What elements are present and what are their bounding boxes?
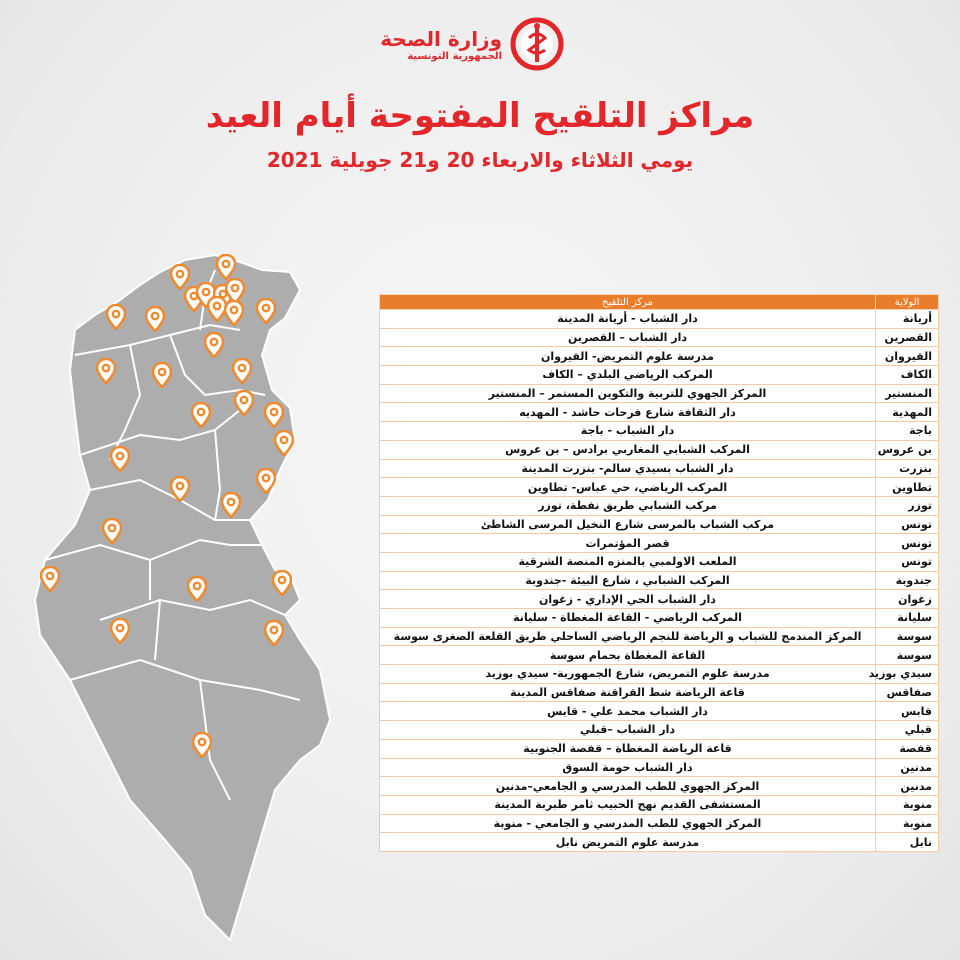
vaccination-centers-table xyxy=(379,294,939,852)
center-cell: المركب الرياضي البلدي – الكاف xyxy=(380,366,876,385)
table-row xyxy=(380,833,939,852)
governorate-cell: نابل xyxy=(876,833,939,852)
center-cell: دار الشباب –قبلي xyxy=(380,721,876,740)
governorate-cell: سليانة xyxy=(876,609,939,628)
governorate-cell: بن عروس xyxy=(876,440,939,459)
table-row xyxy=(380,515,939,534)
governorate-cell: منوبة xyxy=(876,814,939,833)
center-cell: دار الشباب - أريانة المدينة xyxy=(380,310,876,329)
center-cell: دار الشباب - باجة xyxy=(380,422,876,441)
governorate-cell: تونس xyxy=(876,552,939,571)
governorate-cell: مدنين xyxy=(876,777,939,796)
governorate-cell: سوسة xyxy=(876,627,939,646)
center-cell: المستشفى القديم نهج الحبيب ثامر طبربة المدينة xyxy=(380,795,876,814)
center-cell: دار الشباب بسيدي سالم- بنزرت المدينة xyxy=(380,459,876,478)
governorate-cell: سوسة xyxy=(876,646,939,665)
table-row xyxy=(380,347,939,366)
governorate-cell: القصرين xyxy=(876,328,939,347)
center-cell: مدرسة علوم التمريض، شارع الجمهورية- سيدي بوزيد xyxy=(380,665,876,684)
column-header-governorate: الولاية xyxy=(876,295,939,310)
column-header-center: مركز التلقيح xyxy=(380,295,876,310)
center-cell: المركب الشبابي المغاربي برادس – بن عروس xyxy=(380,440,876,459)
governorate-cell: تطاوين xyxy=(876,478,939,497)
center-cell: قاعة الرياضة المغطاة – قفصة الجنوبية xyxy=(380,739,876,758)
governorate-cell: المنستير xyxy=(876,384,939,403)
center-cell: قاعة الرياضة شط القراقنة صفاقس المدينة xyxy=(380,683,876,702)
table-row xyxy=(380,552,939,571)
governorate-cell: قفصة xyxy=(876,739,939,758)
table-row xyxy=(380,683,939,702)
center-cell: المركب الرياضي - القاعة المغطاة - سليانة xyxy=(380,609,876,628)
table-row xyxy=(380,496,939,515)
governorate-cell: مدنين xyxy=(876,758,939,777)
governorate-cell: أريانة xyxy=(876,310,939,329)
center-cell: مركب الشبابي طريق نفطة، توزر xyxy=(380,496,876,515)
republic-name: الجمهورية التونسية xyxy=(407,51,502,62)
center-cell: دار الشباب – القصرين xyxy=(380,328,876,347)
table-row xyxy=(380,777,939,796)
governorate-cell: قبلي xyxy=(876,721,939,740)
center-cell: المركز المندمج للشباب و الرياضة للنجم الرياضي الساحلي طريق القلعة الصغرى سوسة xyxy=(380,627,876,646)
center-cell: دار الشباب محمد علي - قابس xyxy=(380,702,876,721)
center-cell: المركب الشبابي ، شارع البيئة -جندوبة xyxy=(380,571,876,590)
center-cell: مدرسة علوم التمريض- القيروان xyxy=(380,347,876,366)
table-row xyxy=(380,665,939,684)
table-row xyxy=(380,646,939,665)
tunisia-country-shape xyxy=(35,255,330,940)
table-row xyxy=(380,384,939,403)
governorate-cell: تونس xyxy=(876,534,939,553)
governorate-cell: تونس xyxy=(876,515,939,534)
table-row xyxy=(380,571,939,590)
table-row xyxy=(380,310,939,329)
center-cell: المركب الرياضي، حي عباس- تطاوين xyxy=(380,478,876,497)
governorate-cell: صفاقس xyxy=(876,683,939,702)
table-row xyxy=(380,627,939,646)
table-row xyxy=(380,366,939,385)
table-row xyxy=(380,590,939,609)
table-row xyxy=(380,534,939,553)
center-cell: القاعة المغطاة بحمام سوسة xyxy=(380,646,876,665)
table-row xyxy=(380,814,939,833)
governorate-cell: جندوبة xyxy=(876,571,939,590)
table-row xyxy=(380,795,939,814)
governorate-cell: توزر xyxy=(876,496,939,515)
table-row xyxy=(380,403,939,422)
center-cell: مركب الشباب بالمرسى شارع النخيل المرسى الشاطئ xyxy=(380,515,876,534)
table-row xyxy=(380,702,939,721)
center-cell: دار الشباب الحي الإداري - زغوان xyxy=(380,590,876,609)
center-cell: المركز الجهوي للتربية والتكوين المستمر – المنستير xyxy=(380,384,876,403)
table-row xyxy=(380,721,939,740)
governorate-cell: زغوان xyxy=(876,590,939,609)
table-row xyxy=(380,422,939,441)
table-row xyxy=(380,758,939,777)
governorate-cell: القيروان xyxy=(876,347,939,366)
table-row xyxy=(380,459,939,478)
page-title: مراكز التلقيح المفتوحة أيام العيد xyxy=(205,96,755,136)
governorate-cell: الكاف xyxy=(876,366,939,385)
governorate-cell: منوبة xyxy=(876,795,939,814)
table-row xyxy=(380,440,939,459)
governorate-cell: باجة xyxy=(876,422,939,441)
ministry-name: وزارة الصحة xyxy=(380,27,502,51)
table-row xyxy=(380,739,939,758)
governorate-cell: بنزرت xyxy=(876,459,939,478)
center-cell: الملعب الاولمبي بالمنزه المنصة الشرقية xyxy=(380,552,876,571)
table-row xyxy=(380,328,939,347)
center-cell: مدرسة علوم التمريض نابل xyxy=(380,833,876,852)
center-cell: دار الثقافة شارع فرحات حاشد - المهديه xyxy=(380,403,876,422)
governorate-cell: المهدية xyxy=(876,403,939,422)
table-row xyxy=(380,478,939,497)
center-cell: قصر المؤتمرات xyxy=(380,534,876,553)
page-subtitle: يومي الثلاثاء والاربعاء 20 و21 جويلية 2021 xyxy=(266,148,694,172)
table-row xyxy=(380,609,939,628)
table-header-row xyxy=(380,295,939,310)
center-cell: دار الشباب حومة السوق xyxy=(380,758,876,777)
center-cell: المركز الجهوي للطب المدرسي و الجامعي–مدنين xyxy=(380,777,876,796)
center-cell: المركز الجهوي للطب المدرسي و الجامعي - منوبة xyxy=(380,814,876,833)
governorate-cell: سيدي بوزيد xyxy=(876,665,939,684)
governorate-cell: قابس xyxy=(876,702,939,721)
